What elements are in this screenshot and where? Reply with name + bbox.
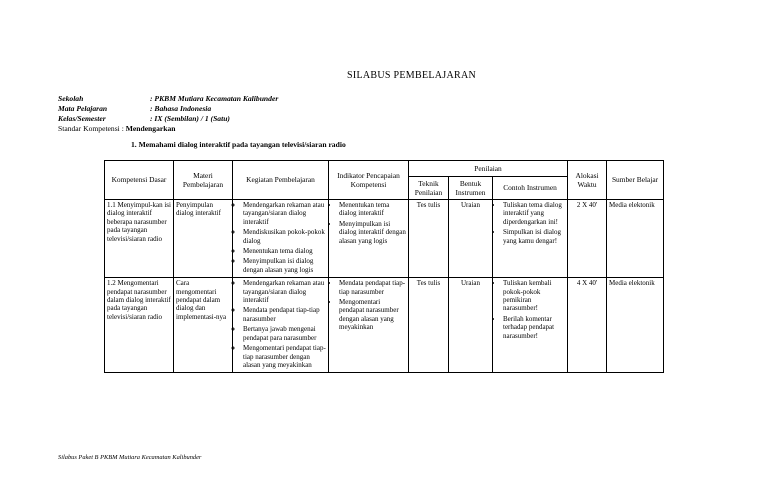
cell-indikator xyxy=(329,200,409,278)
list-item: • Berilah komentar terhadap pendapat narasumber! xyxy=(503,315,565,340)
list-item: • Mendata pendapat tiap-tiap narasumber xyxy=(339,279,406,296)
cell-contoh xyxy=(493,200,568,278)
info-label: Kelas/Semester xyxy=(58,114,106,123)
kompetensi-dasar-title: 1. Memahami dialog interaktif pada tayangan televisi/siaran radio xyxy=(131,140,346,149)
list-item: ◦ Menentukan tema dialog xyxy=(243,247,326,255)
cell-teknik: Tes tulis xyxy=(409,278,449,373)
cell-sumber: Media elektonik xyxy=(607,278,664,373)
header-contoh: Contoh Instrumen xyxy=(493,177,568,200)
list-item: • Tuliskan kembali pokok-pokok pemikiran narasumber! xyxy=(503,279,565,313)
header-kegiatan: Kegiatan Pembelajaran xyxy=(233,161,329,200)
list-item: • Simpulkan isi dialog yang kamu dengar! xyxy=(503,228,565,245)
list-item: • Tuliskan tema dialog interaktif yang diperdengarkan ini! xyxy=(503,201,565,226)
list-item: • Menyimpulkan isi dialog interaktif dengan alasan yang logis xyxy=(339,220,406,245)
document-info xyxy=(58,94,278,134)
cell-alokasi: 2 X 40' xyxy=(568,200,607,278)
page-title: SILABUS PEMBELAJARAN xyxy=(346,70,477,81)
cell-kompetensi: 1.1 Menyimpul-kan isi dialog interaktif beberapa narasumber pada tayangan televisi/siaran radio xyxy=(105,200,174,278)
info-label: Sekolah xyxy=(58,94,84,103)
standar-value: Mendengarkan xyxy=(125,124,176,133)
table-row xyxy=(105,278,664,373)
info-value: : Bahasa Indonesia xyxy=(150,104,212,113)
list-item: ◦ Mendiskusikan pokok-pokok dialog xyxy=(243,228,326,245)
header-alokasi: Alokasi Waktu xyxy=(568,161,607,200)
info-row-mata-pelajaran xyxy=(58,104,278,114)
table-row xyxy=(105,200,664,278)
cell-indikator xyxy=(329,278,409,373)
cell-materi: Cara mengomentari pendapat dalam dialog dan implementasi-nya xyxy=(174,278,233,373)
page-footer: Silabus Paket B PKBM Mutiara Kecamatan Kalibunder xyxy=(58,454,202,461)
list-item: ◦ Mengomentari pendapat tiap-tiap narasumber dengan alasan yang meyakinkan xyxy=(243,344,326,369)
info-value: : PKBM Mutiara Kecamatan Kalibunder xyxy=(150,94,279,103)
header-sumber: Sumber Belajar xyxy=(607,161,664,200)
list-item: ◦ Menyimpulkan isi dialog dengan alasan yang logis xyxy=(243,257,326,274)
cell-teknik: Tes tulis xyxy=(409,200,449,278)
syllabus-table xyxy=(104,160,664,373)
cell-alokasi: 4 X 40' xyxy=(568,278,607,373)
info-value: : IX (Sembilan) / 1 (Satu) xyxy=(150,114,230,123)
cell-bentuk: Uraian xyxy=(449,278,493,373)
list-item: ◦ Bertanya jawab mengenai pendapat para narasumber xyxy=(243,325,326,342)
cell-kegiatan xyxy=(233,278,329,373)
header-teknik: Teknik Penilaian xyxy=(409,177,449,200)
list-item: • Menentukan tema dialog interaktif xyxy=(339,201,406,218)
list-item: • Mengomentari pendapat narasumber dengan alasan yang meyakinkan xyxy=(339,298,406,332)
info-row-kelas-semester xyxy=(58,114,278,124)
list-item: ◦ Mendengarkan rekaman atau tayangan/siaran dialog interaktif xyxy=(243,279,326,304)
info-label: Mata Pelajaran xyxy=(58,104,108,113)
info-row-sekolah xyxy=(58,94,278,104)
cell-materi: Penyimpulan dialog interaktif xyxy=(174,200,233,278)
cell-kegiatan xyxy=(233,200,329,278)
cell-kompetensi: 1.2 Mengomentari pendapat narasumber dalam dialog interaktif pada tayangan televisi/siaran radio xyxy=(105,278,174,373)
cell-contoh xyxy=(493,278,568,373)
header-materi: Materi Pembelajaran xyxy=(174,161,233,200)
header-bentuk: Bentuk Instrumen xyxy=(449,177,493,200)
header-indikator: Indikator Pencapaian Kompetensi xyxy=(329,161,409,200)
standar-label: Standar Kompetensi : xyxy=(58,124,126,133)
list-item: ◦ Mendata pendapat tiap-tiap narasumber xyxy=(243,306,326,323)
list-item: ◦ Mendengarkan rekaman atau tayangan/siaran dialog interaktif xyxy=(243,201,326,226)
header-penilaian: Penilaian xyxy=(409,161,568,177)
header-kompetensi: Kompetensi Dasar xyxy=(105,161,174,200)
standar-kompetensi xyxy=(58,124,278,134)
cell-bentuk: Uraian xyxy=(449,200,493,278)
cell-sumber: Media elektonik xyxy=(607,200,664,278)
